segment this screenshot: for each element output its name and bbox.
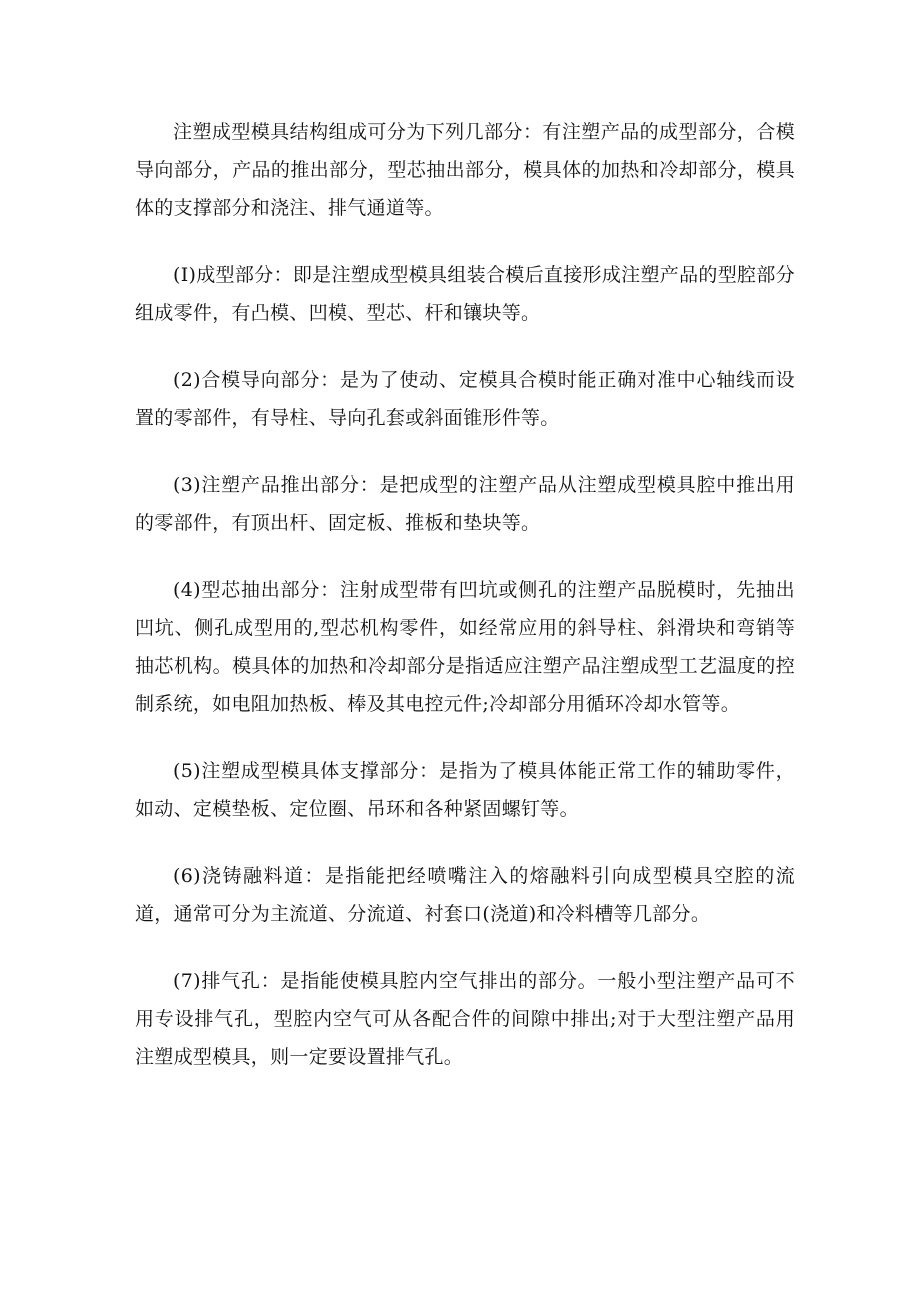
paragraph-guide-part: (2)合模导向部分：是为了使动、定模具合模时能正确对准中心轴线而设置的零部件，有导柱、导向孔套或斜面锥形件等。	[135, 369, 795, 429]
document-body	[135, 113, 795, 1076]
paragraph-runner: (6)浇铸融料道：是指能把经喷嘴注入的熔融料引向成型模具空腔的流道，通常可分为主流道、分流道、衬套口(浇道)和冷料槽等几部分。	[135, 865, 795, 925]
paragraph-intro: 注塑成型模具结构组成可分为下列几部分：有注塑产品的成型部分，合模导向部分，产品的推出部分，型芯抽出部分，模具体的加热和冷却部分，模具体的支撑部分和浇注、排气通道等。	[135, 121, 795, 219]
paragraph-support-part: (5)注塑成型模具体支撑部分：是指为了模具体能正常工作的辅助零件，如动、定模垫板、定位圈、吊环和各种紧固螺钉等。	[135, 760, 795, 820]
paragraph-core-pulling-part: (4)型芯抽出部分：注射成型带有凹坑或侧孔的注塑产品脱模时，先抽出凹坑、侧孔成型用的,型芯机构零件，如经常应用的斜导柱、斜滑块和弯销等抽芯机构。模具体的加热和冷却部分是指适应注塑产品注塑成型工艺温度的控制系统，如电阻加热板、棒及其电控元件;冷却部分用循环冷却水管等。	[135, 579, 795, 715]
paragraph-vent-hole: (7)排气孔：是指能使模具腔内空气排出的部分。一般小型注塑产品可不用专设排气孔，型腔内空气可从各配合件的间隙中排出;对于大型注塑产品用注塑成型模具，则一定要设置排气孔。	[135, 970, 795, 1068]
paragraph-molding-part: (I)成型部分：即是注塑成型模具组装合模后直接形成注塑产品的型腔部分组成零件，有凸模、凹模、型芯、杆和镶块等。	[135, 264, 795, 324]
paragraph-ejection-part: (3)注塑产品推出部分：是把成型的注塑产品从注塑成型模具腔中推出用的零部件，有顶出杆、固定板、推板和垫块等。	[135, 474, 795, 534]
